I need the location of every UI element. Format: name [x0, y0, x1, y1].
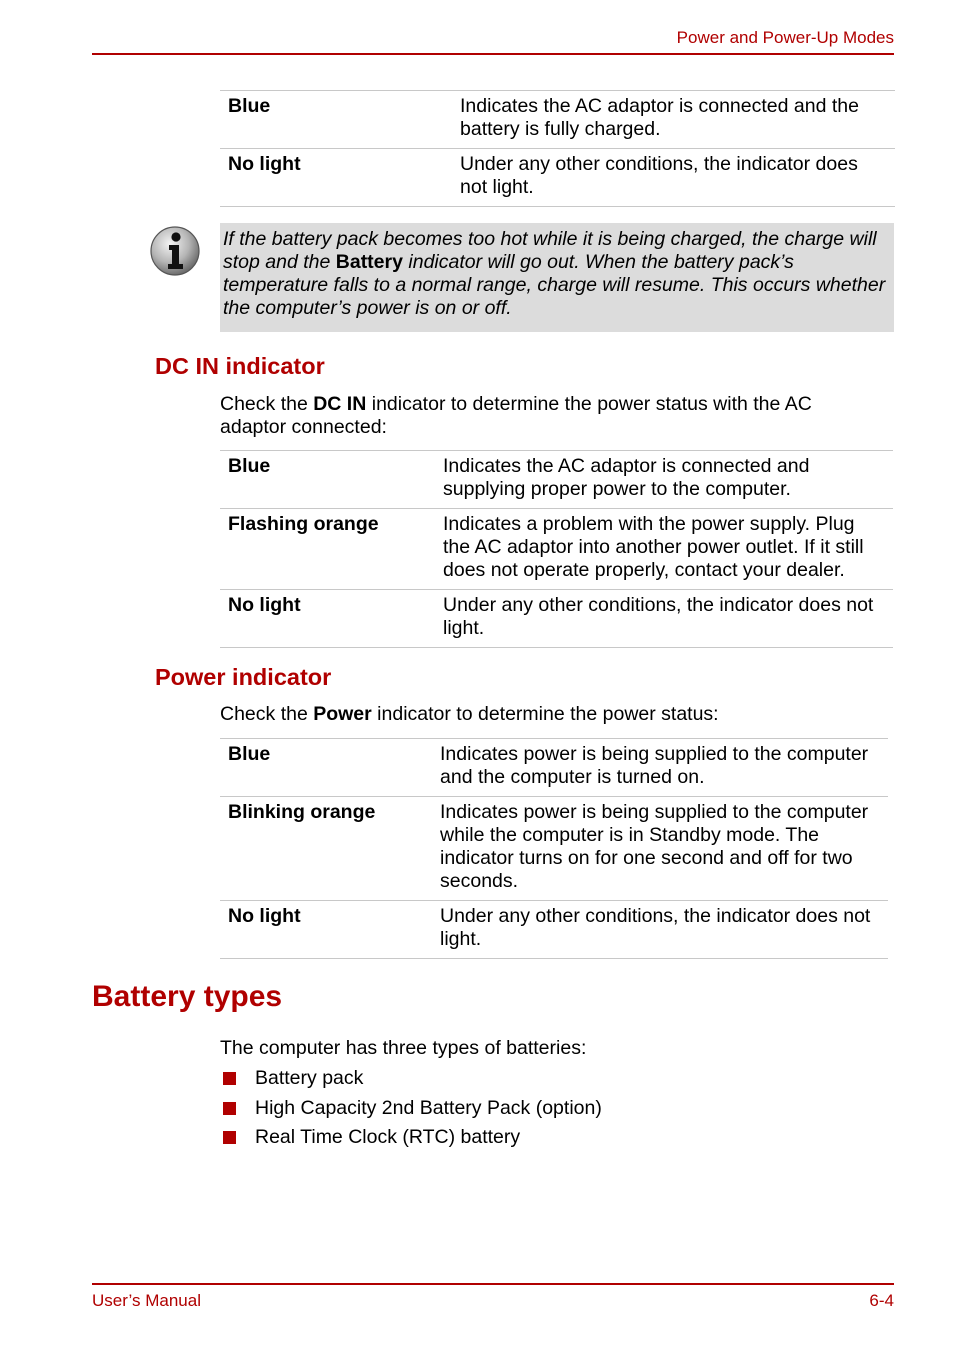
indicator-state: No light — [228, 153, 301, 175]
list-item: Real Time Clock (RTC) battery — [220, 1126, 602, 1156]
square-bullet-icon — [223, 1131, 236, 1144]
dc-in-intro: Check the DC IN indicator to determine the power status with the AC adaptor connected: — [220, 393, 812, 438]
battery-types-heading: Battery types — [92, 980, 283, 1013]
indicator-state: Blue — [228, 95, 271, 117]
running-header: Power and Power-Up Modes — [676, 28, 894, 47]
indicator-state: No light — [228, 594, 301, 616]
indicator-meaning: Indicates power is being supplied to the computer and the computer is turned on. — [440, 743, 869, 788]
indicator-meaning: Under any other conditions, the indicator does not light. — [460, 153, 858, 198]
note-box — [220, 223, 894, 332]
table-row — [220, 739, 888, 797]
header-rule — [92, 53, 894, 55]
note-text: indicator will go out. When the battery pack’s temperature falls to a normal range, charge will resume. This occurs whether the computer’s power is on or off. — [223, 251, 886, 319]
dc-in-heading: DC IN indicator — [155, 353, 325, 379]
table-row — [220, 797, 888, 901]
square-bullet-icon — [223, 1072, 236, 1085]
indicator-meaning: Under any other conditions, the indicator does not light. — [443, 594, 874, 639]
table-row — [220, 590, 893, 648]
indicator-state: Flashing orange — [228, 513, 379, 535]
table-row — [220, 91, 895, 149]
indicator-meaning: Indicates a problem with the power supply. Plug the AC adaptor into another power outlet. If it still does not operate properly, contact your dealer. — [443, 513, 864, 581]
table-row — [220, 509, 893, 590]
indicator-meaning: Indicates the AC adaptor is connected and supplying proper power to the computer. — [443, 455, 810, 500]
indicator-state: No light — [228, 905, 301, 927]
indicator-state: Blue — [228, 455, 271, 477]
page-number: 6-4 — [869, 1291, 894, 1310]
table-row — [220, 901, 888, 959]
battery-indicator-table — [220, 90, 895, 207]
note-bold-term: Battery — [335, 251, 403, 273]
indicator-state: Blue — [228, 743, 271, 765]
power-intro: Check the Power indicator to determine the power status: — [220, 703, 719, 725]
power-indicator-table — [220, 738, 888, 959]
list-item: Battery pack — [220, 1067, 602, 1097]
square-bullet-icon — [223, 1102, 236, 1115]
battery-types-intro: The computer has three types of batteries: — [220, 1037, 587, 1059]
indicator-meaning: Indicates power is being supplied to the computer while the computer is in Standby mode. The indicator turns on for one second and off for two seconds. — [440, 801, 869, 892]
power-heading: Power indicator — [155, 664, 332, 690]
info-icon — [149, 225, 201, 277]
table-row — [220, 451, 893, 509]
footer-manual-label: User’s Manual — [92, 1291, 201, 1310]
indicator-state: Blinking orange — [228, 801, 376, 823]
indicator-meaning: Under any other conditions, the indicator does not light. — [440, 905, 871, 950]
table-row — [220, 149, 895, 207]
list-item: High Capacity 2nd Battery Pack (option) — [220, 1097, 602, 1127]
battery-types-list — [220, 1067, 602, 1156]
footer-rule — [92, 1283, 894, 1285]
dc-in-indicator-table — [220, 450, 893, 648]
note-text: If the battery pack becomes too hot while it is being charged, the charge will stop and the — [223, 228, 877, 273]
indicator-meaning: Indicates the AC adaptor is connected and the battery is fully charged. — [460, 95, 859, 140]
